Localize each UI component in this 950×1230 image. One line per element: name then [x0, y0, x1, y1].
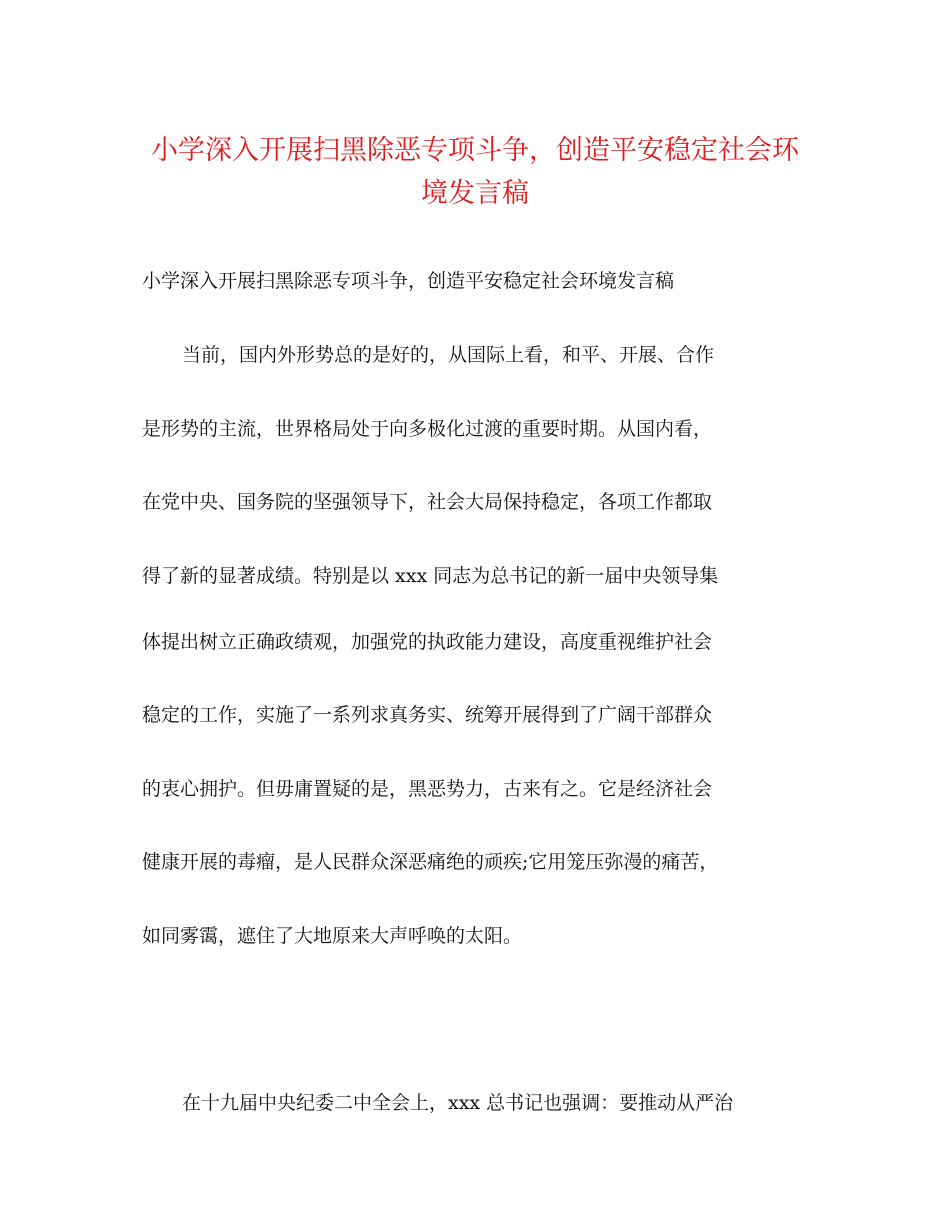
document-title-line-1: 小学深入开展扫黑除恶专项斗争，创造平安稳定社会环	[151, 135, 799, 166]
document-title-line-2: 境发言稿	[421, 178, 529, 209]
document-subtitle: 小学深入开展扫黑除恶专项斗争，创造平安稳定社会环境发言稿	[142, 270, 675, 292]
paragraph-1-line: 在党中央、国务院的坚强领导下，社会大局保持稳定，各项工作都取	[142, 491, 713, 513]
paragraph-1-line: 得了新的显著成绩。特别是以 xxx 同志为总书记的新一届中央领导集	[142, 565, 719, 587]
paragraph-1-line: 稳定的工作，实施了一系列求真务实、统筹开展得到了广阔干部群众	[142, 704, 713, 726]
paragraph-1-line: 的衷心拥护。但毋庸置疑的是，黑恶势力，古来有之。它是经济社会	[142, 778, 713, 800]
paragraph-1-line: 当前，国内外形势总的是好的，从国际上看，和平、开展、合作	[182, 344, 715, 366]
paragraph-1-line: 如同雾霭，遮住了大地原来大声呼唤的太阳。	[142, 925, 523, 947]
paragraph-1-line: 健康开展的毒瘤，是人民群众深恶痛绝的顽疾;它用笼压弥漫的痛苦，	[142, 851, 719, 873]
paragraph-2-line: 在十九届中央纪委二中全会上，xxx 总书记也强调：要推动从严治	[182, 1092, 734, 1114]
paragraph-1-line: 是形势的主流，世界格局处于向多极化过渡的重要时期。从国内看，	[142, 418, 713, 440]
paragraph-1-line: 体提出树立正确政绩观，加强党的执政能力建设，高度重视维护社会	[142, 631, 713, 653]
